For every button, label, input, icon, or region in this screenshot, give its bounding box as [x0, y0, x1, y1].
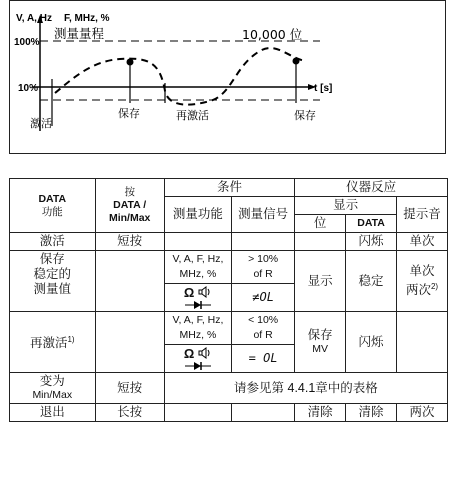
cell-empty	[164, 233, 231, 251]
cell-hold-data: 稳定	[346, 251, 397, 312]
header-instrument-response: 仪器反应	[295, 179, 448, 197]
signal-curve	[55, 48, 306, 105]
cell-hold-digit: 显示	[295, 251, 346, 312]
header-press: 按 DATA / Min/Max	[95, 179, 164, 233]
table-row	[10, 312, 448, 345]
event-activate-label: 激活	[30, 117, 52, 130]
cell-hold-ohm-diode	[164, 284, 231, 312]
header-meas-function: 测量功能	[164, 197, 231, 233]
event-reactivate-label: 再激活	[176, 109, 209, 122]
cell-activate-data: 闪烁	[346, 233, 397, 251]
header-data-function: DATA 功能	[10, 179, 96, 233]
cell-minmax-press: 短按	[95, 373, 164, 404]
cell-hold-signal-ol: ≠OL	[232, 284, 295, 312]
label-100: 100%	[14, 37, 40, 48]
count-label: 10,000 位	[242, 27, 303, 42]
event-hold-label: 保存	[118, 107, 140, 120]
cell-exit-press: 长按	[95, 404, 164, 422]
cell-reactivate-signal-ol: = OL	[232, 345, 295, 373]
data-function-table	[9, 178, 448, 422]
cell-hold-meas-func: V, A, F, Hz, MHz, %	[164, 251, 231, 284]
cell-reactivate-meas-func: V, A, F, Hz, MHz, %	[164, 312, 231, 345]
range-label: 测量量程	[54, 26, 105, 41]
event-hold2-label: 保存	[294, 109, 316, 122]
cell-exit-digit: 清除	[295, 404, 346, 422]
table-row	[10, 233, 448, 251]
header-data: DATA	[346, 215, 397, 233]
header-meas-signal: 测量信号	[232, 197, 295, 233]
ohm-icon: Ω	[183, 285, 195, 300]
header-conditions: 条件	[164, 179, 294, 197]
cell-reactivate-ohm-diode	[164, 345, 231, 373]
t-axis-label: t [s]	[314, 83, 333, 94]
cell-activate-function: 激活	[10, 233, 96, 251]
table-row	[10, 251, 448, 284]
cell-activate-press: 短按	[95, 233, 164, 251]
cell-empty	[95, 312, 164, 373]
cell-exit-data: 清除	[346, 404, 397, 422]
cell-reactivate-function: 再激活$^{1)}$	[10, 312, 96, 373]
diode-icon	[185, 300, 211, 310]
cell-reactivate-digit: 保存 MV	[295, 312, 346, 373]
header-beep: 提示音	[397, 197, 448, 233]
cell-empty	[164, 404, 231, 422]
header-display: 显示	[295, 197, 397, 215]
cell-hold-beep: 单次 两次$^{2)}$	[397, 251, 448, 312]
y-axis-label-2: F, MHz, %	[64, 13, 110, 24]
cell-empty	[95, 251, 164, 312]
speaker-icon	[198, 286, 212, 298]
cell-empty	[295, 233, 346, 251]
y-axis-label: V, A, Hz	[16, 13, 52, 24]
hold-point-2	[293, 58, 300, 65]
cell-reactivate-signal: < 10% of R	[232, 312, 295, 345]
header-digit: 位	[295, 215, 346, 233]
cell-empty	[232, 404, 295, 422]
cell-empty	[397, 312, 448, 373]
cell-exit-function: 退出	[10, 404, 96, 422]
cell-exit-beep: 两次	[397, 404, 448, 422]
cell-hold-function: 保存 稳定的 测量值	[10, 251, 96, 312]
cell-hold-signal: > 10% of R	[232, 251, 295, 284]
cell-reactivate-data: 闪烁	[346, 312, 397, 373]
table-row	[10, 404, 448, 422]
cell-empty	[232, 233, 295, 251]
cell-minmax-function: 变为 Min/Max	[10, 373, 96, 404]
timing-diagram-svg	[10, 1, 447, 155]
cell-minmax-note: 请参见第 4.4.1章中的表格	[164, 373, 447, 404]
table-row	[10, 373, 448, 404]
diode-icon	[185, 361, 211, 371]
label-10: 10%	[18, 83, 39, 94]
speaker-icon	[198, 347, 212, 359]
measurement-timing-diagram	[9, 0, 446, 154]
cell-activate-beep: 单次	[397, 233, 448, 251]
ohm-icon: Ω	[183, 346, 195, 361]
